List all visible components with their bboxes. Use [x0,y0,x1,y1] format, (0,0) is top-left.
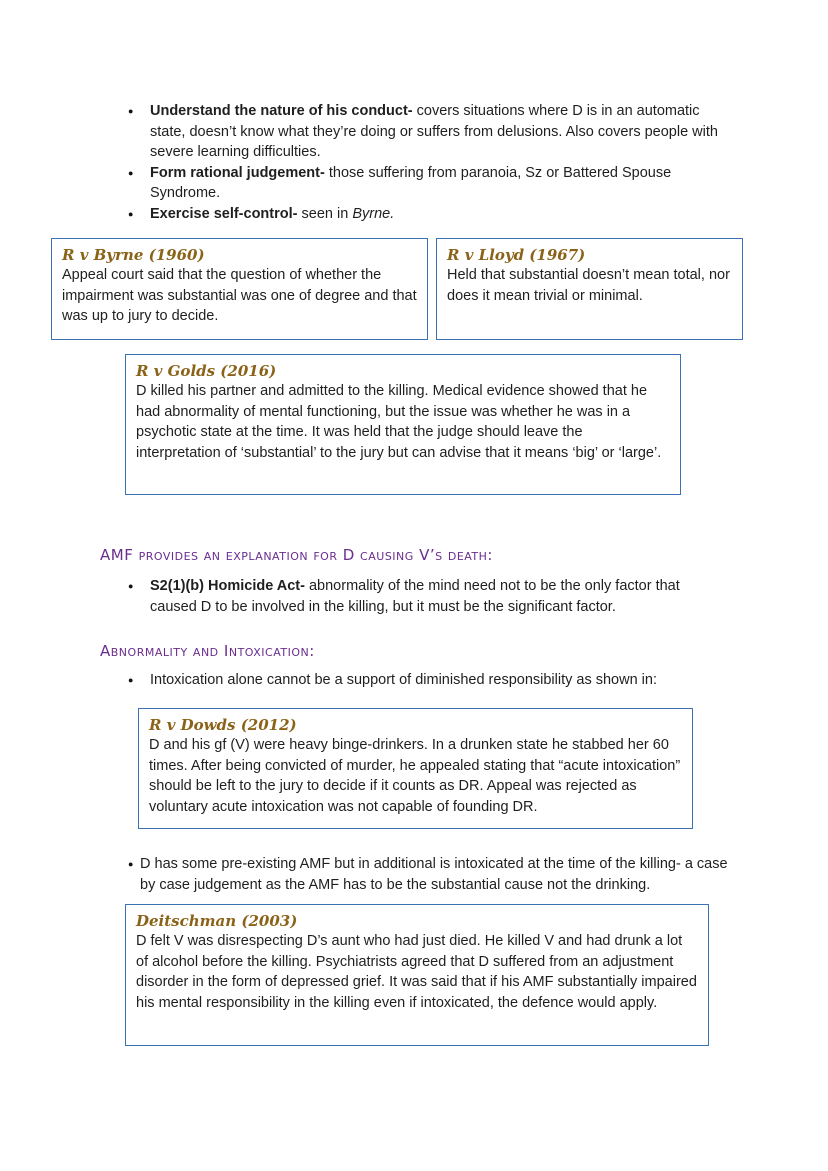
bullet-italic: Byrne. [352,205,395,222]
bullet-bold: Understand the nature of his conduct- [150,103,413,119]
case-box-golds [125,354,681,495]
case-title-lloyd: R v Lloyd (1967) [447,246,586,264]
section-heading-amf [100,546,493,564]
case-box-deitschman [125,904,709,1046]
list-item [124,163,724,204]
bullet-text: covers situations where D is in an automatic state, doesn’t know what they’re doing or suffers from delusions. Also covers people with severe learning difficulties. [150,103,718,160]
case-box-lloyd [436,238,743,340]
section-heading-intoxication [100,642,315,660]
top-bullet-list [124,101,724,224]
bullet-text: Intoxication alone cannot be a support of diminished responsibility as shown in: [150,672,657,688]
case-title-deitschman: Deitschman (2003) [136,912,298,930]
bullet-bold: Form rational judgement- [150,164,325,181]
case-box-byrne [51,238,428,340]
bullet-text: seen in [297,205,353,222]
list-item [124,854,734,895]
amf-bullet-list [124,576,724,617]
case-title-byrne: R v Byrne (1960) [62,246,205,264]
section-heading-intoxication-text: Abnormality and Intoxication: [100,642,315,660]
case-title-dowds: R v Dowds (2012) [149,716,297,734]
case-title-golds: R v Golds (2016) [136,362,277,380]
preexisting-bullet-list [124,854,734,895]
case-text-byrne: Appeal court said that the question of whether the impairment was substantial was one of degree and that was up to jury to decide. [62,267,417,324]
list-item [124,204,724,225]
bullet-text: D has some pre-existing AMF but in additional is intoxicated at the time of the killing- a case by case judgement as the AMF has to be the substantial cause not the drinking. [140,856,728,893]
case-text-lloyd: Held that substantial doesn’t mean total, nor does it mean trivial or minimal. [447,267,730,304]
bullet-bold: S2(1)(b) Homicide Act- [150,578,305,594]
intoxication-bullet-list [124,670,724,691]
case-text-deitschman: D felt V was disrespecting D’s aunt who had just died. He killed V and had drunk a lot of alcohol before the killing. Psychiatrists agreed that D suffered from an adjustment disorder in the form of depressed grief. It was said that if his AMF substantially impaired his mental responsibility in the killing even if intoxicated, the defence would apply. [136,933,697,1011]
case-text-dowds: D and his gf (V) were heavy binge-drinkers. In a drunken state he stabbed her 60 times. After being convicted of murder, he appealed stating that “acute intoxication” should be left to the jury to decide if it counts as DR. Appeal was rejected as voluntary acute intoxication was not capable of founding DR. [149,737,681,815]
bullet-text: those suffering from paranoia, Sz or Battered Spouse Syndrome. [150,164,672,201]
list-item [124,576,724,617]
bullet-text: abnormality of the mind need not to be the only factor that caused D to be involved in the killing, but it must be the significant factor. [150,578,680,615]
bullet-bold: Exercise self-control- [150,205,298,222]
list-item [124,670,724,691]
case-text-golds: D killed his partner and admitted to the killing. Medical evidence showed that he had abnormality of mental functioning, but the issue was whether he was in a psychotic state at the time. It was held that the judge should leave the interpretation of ‘substantial’ to the jury but can advise that it means ‘big’ or ‘large’. [136,383,662,461]
list-item [124,101,724,163]
section-heading-amf-text: AMF provides an explanation for D causing V’s death: [100,546,493,564]
case-box-dowds [138,708,693,829]
